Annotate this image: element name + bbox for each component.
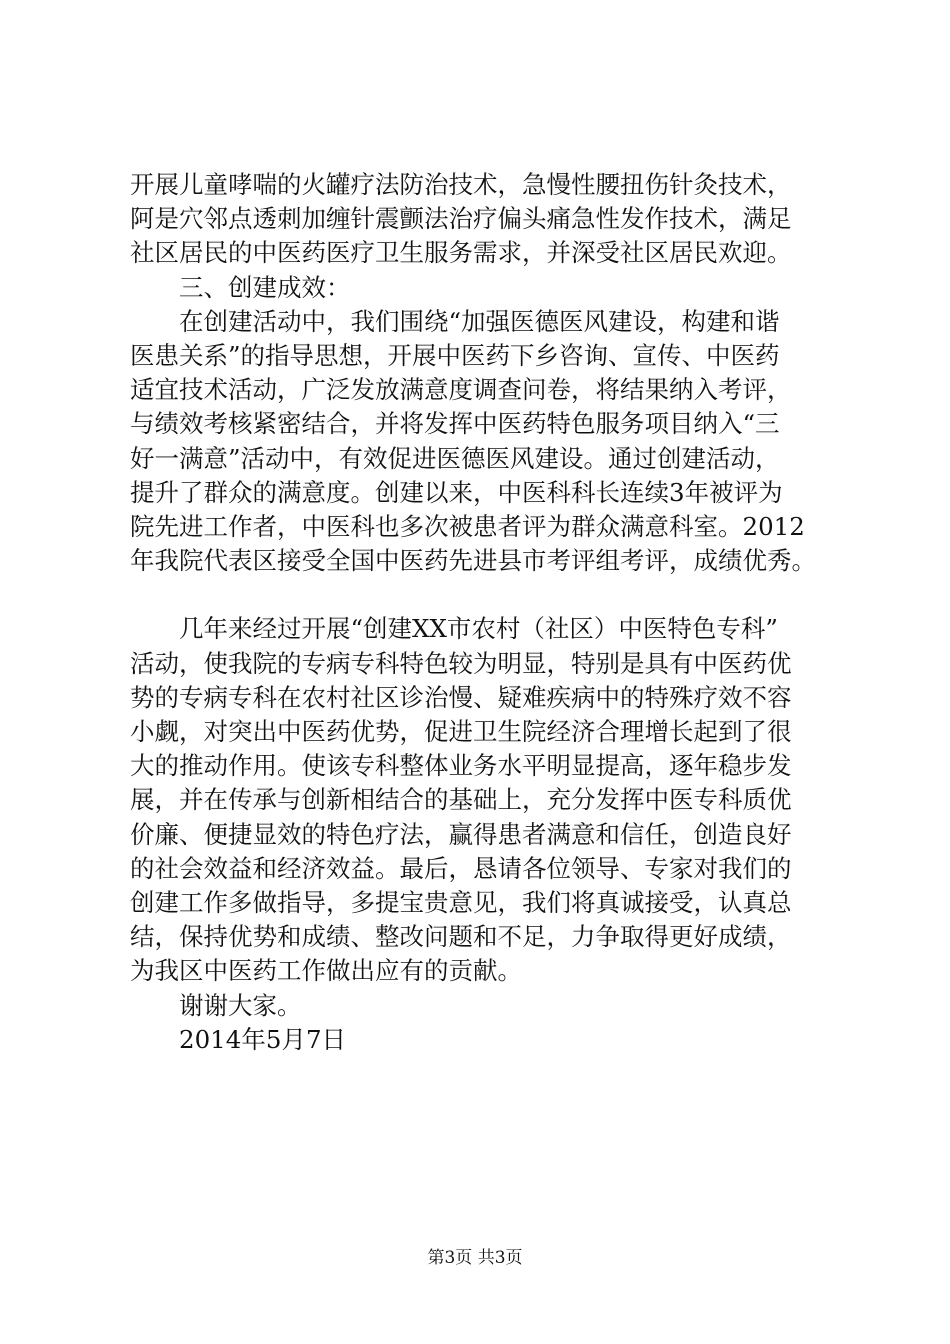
- para1-line: 开展儿童哮喘的火罐疗法防治技术，急慢性腰扭伤针灸技术，: [130, 170, 792, 199]
- document-date: 2014年5月7日: [179, 1024, 347, 1054]
- para3-line: 价廉、便捷显效的特色疗法，赢得患者满意和信任，创造良好: [130, 819, 792, 849]
- para2-line: 好一满意”活动中，有效促进医德医风建设。通过创建活动，: [130, 443, 780, 473]
- para2-line: 医患关系”的指导思想，开展中医药下乡咨询、宣传、中医药: [130, 340, 780, 370]
- para2-line: 在创建活动中，我们围绕“加强医德医风建设，构建和谐: [179, 306, 780, 336]
- para3-line: 几年来经过开展“创建XX市农村（社区）中医特色专科”: [179, 614, 778, 644]
- para3-line: 势的专病专科在农村社区诊治慢、疑难疾病中的特殊疗效不容: [130, 682, 792, 712]
- section-heading: 三、创建成效：: [179, 272, 351, 302]
- para1-line: 阿是穴邻点透刺加缠针震颤法治疗偏头痛急性发作技术，满足: [130, 204, 792, 234]
- para2-line: 提升了群众的满意度。创建以来，中医科科长连续3年被评为: [130, 477, 783, 507]
- para3-line: 的社会效益和经济效益。最后，恳请各位领导、专家对我们的: [130, 853, 792, 883]
- para2-line: 院先进工作者，中医科也多次被患者评为群众满意科室。2012: [130, 511, 805, 541]
- closing-remark: 谢谢大家。: [179, 990, 302, 1020]
- para2-line: 年我院代表区接受全国中医药先进县市考评组考评，成绩优秀。: [130, 546, 816, 576]
- para3-line: 小觑，对突出中医药优势，促进卫生院经济合理增长起到了很: [130, 717, 792, 746]
- para3-line: 为我区中医药工作做出应有的贡献。: [130, 956, 522, 986]
- para3-line: 结，保持优势和成绩、整改问题和不足，力争取得更好成绩，: [130, 922, 792, 952]
- para2-line: 与绩效考核紧密结合，并将发挥中医药特色服务项目纳入“三: [130, 409, 780, 439]
- para3-line: 大的推动作用。使该专科整体业务水平明显提高，逐年稳步发: [130, 751, 792, 781]
- para3-line: 展，并在传承与创新相结合的基础上，充分发挥中医专科质优: [130, 785, 792, 815]
- para3-line: 活动，使我院的专病专科特色较为明显，特别是具有中医药优: [130, 648, 792, 678]
- para2-line: 适宜技术活动，广泛发放满意度调查问卷，将结果纳入考评，: [130, 375, 792, 405]
- para3-line: 创建工作多做指导，多提宝贵意见，我们将真诚接受，认真总: [130, 887, 792, 917]
- paragraph-gap: [130, 578, 850, 612]
- page-footer: 第3页 共3页: [427, 1248, 523, 1268]
- document-body: [130, 168, 850, 1057]
- para1-line: 社区居民的中医药医疗卫生服务需求，并深受社区居民欢迎。: [130, 238, 792, 268]
